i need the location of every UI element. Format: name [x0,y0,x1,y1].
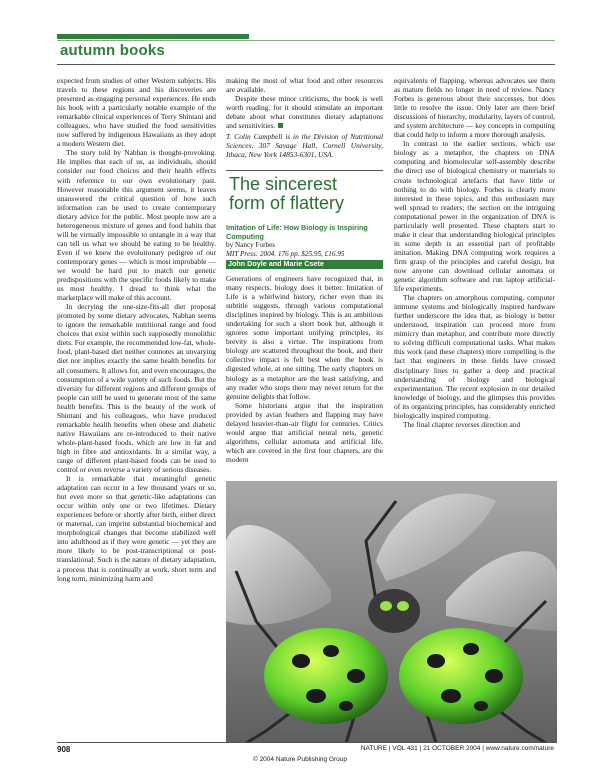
col1-paragraph: expected from studies of other Western subjects. His travels to these regions and his discoveries are presented as engaging personal experiences. He ends his book with a particularly notable example of the remarkable clinical experiences of Terry Shintani and colleagues, who have studied the food sensitivities now suffered by indigenous Hawaiians as they adopt a modern Western diet. [57,76,216,149]
col3-paragraph: The chapters on amorphous computing, computer immune systems and biologically inspired hardware further underscore the idea that, as biology is better understood, inspiration can proceed more from mimicry than metaphor, and contribute more directly to solving difficult computational tasks. What makes this work (and these chapters) more compelling is the fact that engineers in these fields have crossed disciplinary lines to gather a deep and practical understanding of biology and biological experimentation. The recent explosion in our detailed knowledge of biology, and the glimpses this provides of its organizing principles, has considerably enriched biologically inspired computing. [394,293,555,420]
col2-text: Despite these minor criticisms, the book is well worth reading, for it should stimulate an important debate about what constitutes dietary adaptations and sensitivities. [226,94,383,131]
review-title [229,175,389,213]
review-title-line: The sincerest [229,174,338,194]
header-rule [57,64,555,65]
column-1 [57,76,216,583]
section-rule [57,40,555,41]
copyright: © 2004 Nature Publishing Group [252,756,348,763]
end-mark-icon [278,123,283,128]
review-paragraph: Generations of engineers have recognized that, in many respects, biology does it better. Imitation of Life is a whirlwind history, richer even than its subtitle suggests, through various computational disciplines inspired by biology. This is an ambitious undertaking for such a short book but, although it ignores some important unifying principles, its brevity is also a virtue. The inspirations from biology are scattered throughout the book, and their collective impact is felt best when the book is digested whole, at one sitting. The early chapters on biology as a metaphor are the least satisfying, and any reader who stops there may never return for the genuine delights that follow. [226,274,383,401]
col2-paragraph: making the most of what food and other resources are available. [226,76,383,95]
section-label: autumn books [60,42,165,59]
page-number: 908 [57,745,71,754]
col2-paragraph [226,94,383,130]
robot-head [368,589,420,633]
footer-rule [57,742,555,743]
col1-paragraph: The story told by Nabhan is thought-provoking. He implies that each of us, as individuals, should consider our food choices and their health effects with reference to our own evolutionary past. However reasonable this argument seems, it leaves unanswered the critical question of how such information can be used to create contemporary dietary advice for the public. Most people now are a heterogeneous mixture of genes and food habits that will be virtually impossible to untangle in a way that can tell us what we should be eating to be healthy. Even if we knew the evolutionary pedigree of our contemporary genes — which is most improbable — we would be hard put to match our genetic predispositions with the specific foods likely to make us most healthy. I dread to think what the marketplace will make of this account. [57,148,216,303]
robot-body-left [264,628,388,724]
col1-paragraph: It is remarkable that meaningful genetic adaptation can occur in a few thousand years or so, but even more so that genetic-like adaptations can occur within only one or two lifetimes. Dietary experiences before or shortly after birth, either direct or maternal, can imprint substantial biochemical and morphological changes that become stabilized well into adulthood as if they were genetic — yet they are more likely to be post-transcriptional or post-translational. Such is the nature of dietary adaptation, a process that is continually at work, short term and long term, minimizing harm and [57,474,216,583]
robot-insect-illustration [226,481,557,743]
col3-paragraph: The final chapter reverses direction and [403,419,521,429]
journal-info: NATURE | VOL 431 | 21 OCTOBER 2004 | www.nature.com/nature [360,745,554,752]
review-rule [226,170,383,171]
reviewer-credit: T. Colin Campbell is in the Division of Nutritional Sciences, 307 Savage Hall, Cornell University, Ithaca, New York 14853-6301, USA. [226,132,383,160]
reviewer-names: John Doyle and Marie Csete [226,260,383,269]
book-title: Imitation of Life: How Biology is Inspiring Computing [226,223,368,241]
book-meta: MIT Press: 2004. 176 pp. $25.95, £16.95 [226,249,345,258]
book-info [226,224,383,269]
review-paragraph: Some historians argue that the inspiration provided by avian feathers and flapping may have delayed heavier-than-air flight for centuries. Critics would argue that artificial neural nets, genetic algorithms, cellular automata and artificial life, which are covered in the first four chapters, are the modern [226,400,383,464]
book-author: by Nancy Forbes [226,241,276,250]
column-2 [226,76,383,159]
robot-body-right [399,628,523,724]
col3-paragraph: In contrast to the earlier sections, which use biology as a metaphor, the chapters on DNA computing and biomolecular self-assembly describe the direct use of biological chemistry or materials to create technological artefacts that have little or nothing to do with biology. Forbes is clearly more interested in these topics, and this enthusiasm may well spread to readers; the section on the intriguing computational power in the organization of DNA is particularly well presented. These chapters start to make it clear that understanding biological principles in some depth is an essential part of profitable imitation. Making DNA computing work requires a firm grasp of the principles and careful design, but now anyone can download cellular automata or genetic algorithm software and run laptop artificial-life experiments. [394,139,555,294]
section-bar [57,34,249,39]
col1-paragraph: In decrying the one-size-fits-all diet proposal promoted by some dietary advocates, Nabhan seems to ignore the remarkable nutritional range and food choices that exist within such supposedly monolithic diets. For example, the recommended low-fat, whole-food, plant-based diet neither connotes an unvarying diet nor implies exactly the same health benefits for all consumers. It allows for, and even encourages, the consumption of a wide variety of such foods. But the diversity for different regions and different groups of people can still be used to generate most of the same health benefits. This is the beauty of the work of Shintani and his colleagues, who have produced remarkable health benefits when obese and diabetic native Hawaiians are re-introduced to their native whole-plant-based foods, which are low in fat and high in fibre and antioxidants. In a similar way, a range of different plant-based foods can be used to control or even reverse a variety of serious diseases. [57,302,216,475]
review-title-line: form of flattery [229,193,345,213]
column-3 [394,76,555,429]
review-body [226,274,383,464]
col3-paragraph: equivalents of flapping, whereas advocates see them as mature fields no longer in need of review. Nancy Forbes is generous about their successes, but does little to resolve the issue. Only later are there brief discussions of hierarchy, modularity, layers of control, and system architecture — key concepts in computing that could help to inform a more thorough analysis. [394,76,555,140]
